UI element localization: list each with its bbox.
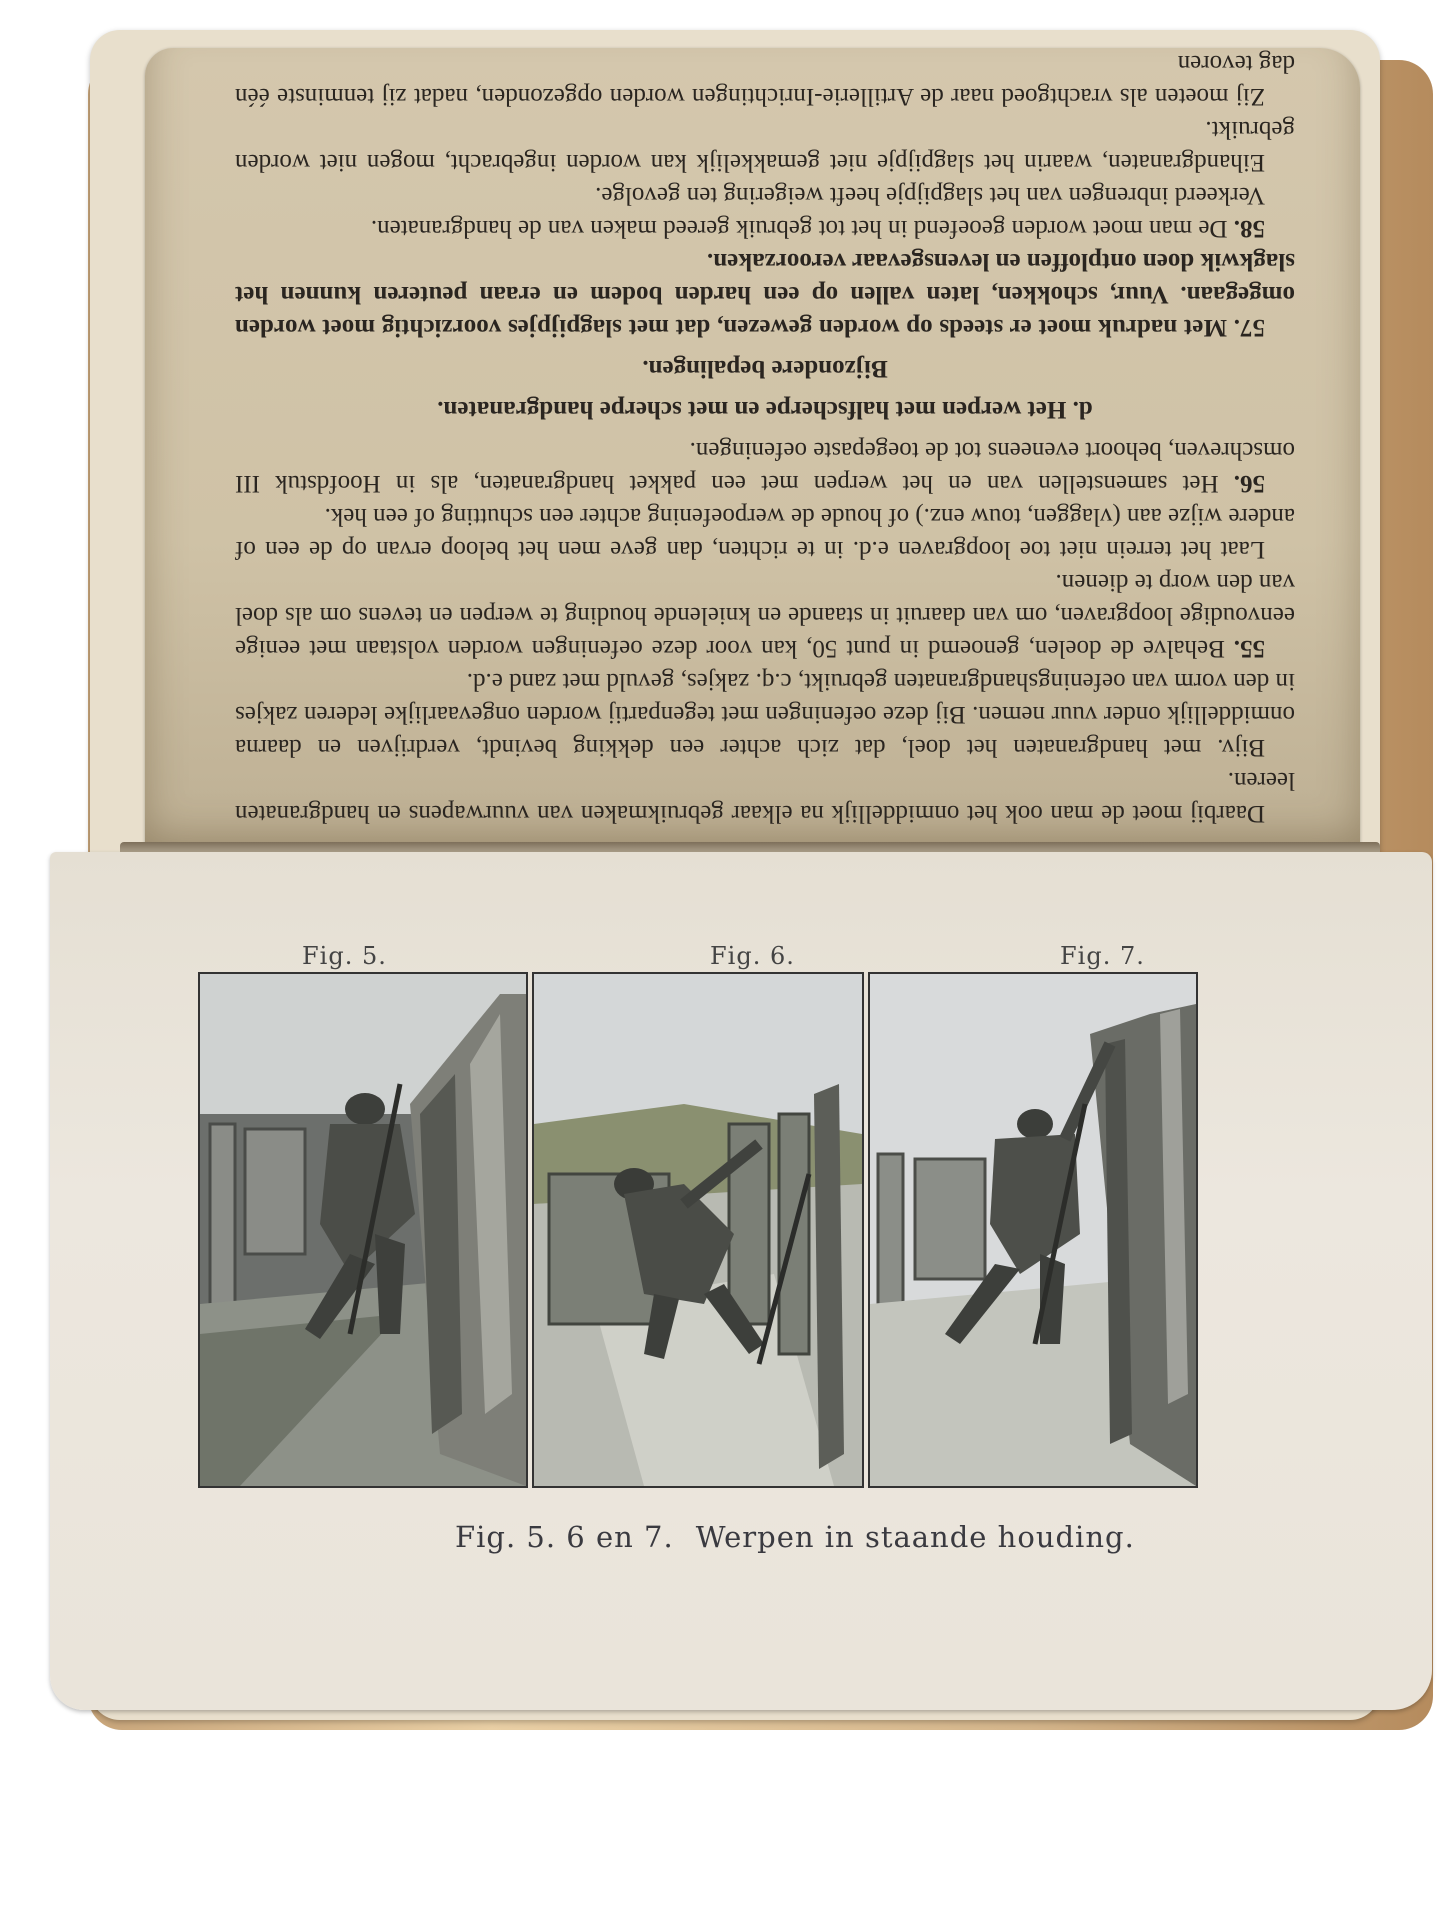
section-heading [235,352,1295,385]
text-paragraph [235,48,1295,113]
paragraph-number: 57. [1233,314,1265,341]
figure-caption [455,1520,1157,1554]
paragraph-text: Laat het terrein niet toe loopgraven e.d. in te richten, dan geve men het beloop ervan op de een of andere wijze aan (vlaggen, touw enz.) of houde de werpoefening achter een schutting of een hek. [235,503,1295,563]
paragraph-text: Behalve de doelen, genoemd in punt 50, kan voor deze oefeningen worden volstaan met eenige eenvoudige loopgraven, om van daaruit in staande en knielende houding te werpen en tevens om als doel van den worp te dienen. [235,569,1295,662]
fig-7-label: Fig. 7. [1060,942,1145,970]
paragraph-number: 56. [1233,470,1265,497]
text-paragraph [235,179,1295,212]
text-paragraph [235,566,1295,665]
text-paragraph [235,434,1295,500]
fig-5-photo [198,972,528,1488]
section-heading [235,393,1295,426]
text-paragraph [235,245,1295,344]
caption-text: Werpen in staande houding. [695,1520,1135,1554]
paragraph-text: Verkeerd inbrengen van het slagpijpje heeft weigering ten gevolge. [595,182,1265,209]
paragraph-number: 55. [1233,635,1265,662]
text-paragraph [235,665,1295,764]
text-paragraph [235,500,1295,566]
page-text [235,48,1295,868]
paragraph-text: Met nadruk moet er steeds op worden gewezen, dat met slagpijpjes voorzichtig moet worden omgegaan. Vuur, schokken, laten vallen op een harden bodem en eraan peuteren kunnen het slagkwik doen ontploffen en levensgevaar veroorzaken. [235,248,1295,341]
text-paragraph [235,113,1295,179]
upside-down-page [145,48,1360,868]
paragraph-text: Zij moeten als vrachtgoed naar de Artillerie-Inrichtingen worden opgezonden, nadat zij tenminste één dag tevoren [235,50,1295,110]
paragraph-text: Eihandgranaten, waarin het slagpijpje niet gemakkelijk kan worden ingebracht, mogen niet worden gebruikt. [235,116,1295,176]
paragraph-number: 58. [1233,215,1265,242]
fig-6-label: Fig. 6. [710,942,795,970]
text-paragraph [235,212,1295,245]
caption-figure-ref: Fig. 5. 6 en 7. [455,1520,674,1554]
paragraph-text: Het samenstellen van en het werpen met een pakket handgranaten, als in Hoofdstuk III omschreven, behoort eveneens tot de toegepaste oefeningen. [234,437,1295,497]
fig-5-label: Fig. 5. [302,942,387,970]
paragraph-text: Daarbij moet de man ook het onmiddellijk na elkaar gebruikmaken van vuurwapens en handgranaten leeren. [235,767,1295,827]
figure-page [50,852,1432,1710]
paragraph-text: Bijv. met handgranaten het doel, dat zich achter een dekking bevindt, verdrijven en daarna onmiddellijk onder vuur nemen. Bij deze oefeningen met tegenpartij worden ongevaarlijke lederen zakjes in den vorm van oefeningshandgranaten gebruikt, c.q. zakjes, gevuld met zand e.d. [235,668,1295,761]
text-paragraph [235,764,1295,830]
fig-6-photo [532,972,864,1488]
paragraph-text: De man moet worden geoefend in het tot gebruik gereed maken van de handgranaten. [370,215,1228,242]
fig-7-photo [868,972,1198,1488]
paragraph-text: d. Het werpen met halfscherpe en met scherpe handgranaten. [437,396,1093,423]
paragraph-text: Bijzondere bepalingen. [642,355,888,382]
